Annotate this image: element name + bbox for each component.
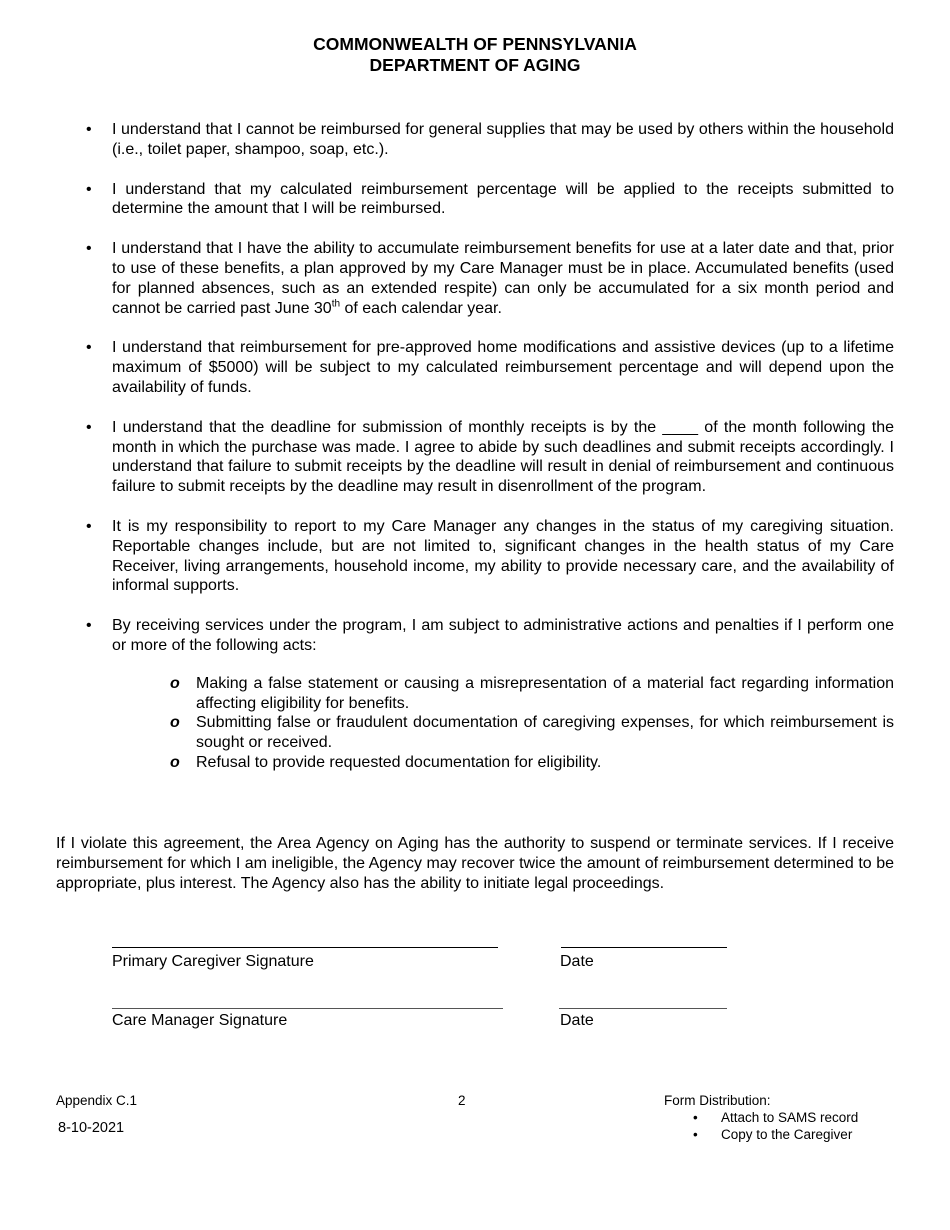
- manager-date-label: Date: [560, 1012, 594, 1029]
- term-text: I understand that I cannot be reimbursed for general supplies that may be used by others within the household (i.e., toilet paper, shampoo, soap, etc.).: [112, 121, 894, 158]
- term-text: I understand that I have the ability to accumulate reimbursement benefits for use at a later date and that, prior to use of these benefits, a plan approved by my Care Manager must be in place. Accumulated benefits (used for planned absences, such as an extended respite) can only be accumulated for a six month period and cannot be carried past June 30: [112, 240, 894, 317]
- agreement-paragraph: If I violate this agreement, the Area Agency on Aging has the authority to suspend or terminate services. If I receive reimbursement for which I am ineligible, the Agency may recover twice the amount of reimbursement determined to be appropriate, plus interest. The Agency also has the ability to initiate legal proceedings.: [56, 835, 894, 892]
- prohibited-act-item: [170, 713, 894, 753]
- manager-date-line[interactable]: [559, 1008, 727, 1009]
- distribution-list: [664, 1109, 858, 1143]
- caregiver-signature-label: Primary Caregiver Signature: [112, 953, 314, 970]
- term-text: I understand that reimbursement for pre-approved home modifications and assistive devices (up to a lifetime maximum of $5000) will be subject to my calculated reimbursement percentage and will depend upon the availability of funds.: [112, 339, 894, 396]
- term-item: [86, 517, 894, 596]
- bullet-icon: •: [86, 418, 92, 436]
- prohibited-act-text: Making a false statement or causing a misrepresentation of a material fact regarding information affecting eligibility for benefits.: [196, 674, 894, 712]
- sub-bullet-icon: o: [170, 753, 180, 771]
- bullet-icon: •: [693, 1127, 698, 1142]
- terms-list: [86, 120, 894, 793]
- term-item: [86, 338, 894, 397]
- term-item: [86, 180, 894, 220]
- term-text: I understand that the deadline for submission of monthly receipts is by the ____ of the month following the month in which the purchase was made. I agree to abide by such deadlines and submit receipts accordingly. I understand that failure to submit receipts by the deadline will result in denial of reimbursement and continuous failure to submit receipts by the deadline may result in disenrollment of the program.: [112, 418, 894, 496]
- prohibited-act-text: Submitting false or fraudulent documentation of caregiving expenses, for which reimbursement is sought or received.: [196, 714, 894, 752]
- bullet-icon: •: [86, 240, 92, 258]
- distribution-item: [693, 1126, 858, 1143]
- manager-signature-line[interactable]: [112, 1008, 503, 1009]
- caregiver-signature-line[interactable]: [112, 947, 498, 948]
- term-item: [86, 120, 894, 160]
- sub-bullet-icon: o: [170, 714, 180, 732]
- prohibited-act-item: [170, 753, 894, 773]
- header-line-2: DEPARTMENT OF AGING: [369, 55, 581, 75]
- ordinal-suffix: th: [331, 298, 341, 310]
- distribution-item-text: Copy to the Caregiver: [721, 1127, 853, 1142]
- bullet-icon: •: [86, 121, 92, 138]
- revision-date: 8-10-2021: [58, 1120, 125, 1136]
- manager-signature-label: Care Manager Signature: [112, 1012, 288, 1029]
- prohibited-acts-list: [170, 674, 894, 773]
- bullet-icon: •: [86, 617, 92, 635]
- distribution-item-text: Attach to SAMS record: [721, 1110, 859, 1125]
- page-number: 2: [458, 1093, 466, 1108]
- bullet-icon: •: [86, 180, 92, 198]
- prohibited-act-text: Refusal to provide requested documentation for eligibility.: [196, 753, 602, 771]
- bullet-icon: •: [86, 517, 92, 535]
- bullet-icon: •: [693, 1110, 698, 1125]
- caregiver-date-label: Date: [560, 953, 594, 970]
- bullet-icon: •: [86, 339, 92, 357]
- term-item: [86, 418, 894, 497]
- term-text: I understand that my calculated reimbursement percentage will be applied to the receipts submitted to determine the amount that I will be reimbursed.: [112, 180, 894, 218]
- header-line-1: COMMONWEALTH OF PENNSYLVANIA: [313, 34, 637, 54]
- term-text: By receiving services under the program, I am subject to administrative actions and penalties if I perform one or more of the following acts:: [112, 617, 894, 654]
- distribution-title: Form Distribution:: [664, 1093, 771, 1108]
- sub-bullet-icon: o: [170, 674, 180, 692]
- prohibited-act-item: [170, 674, 894, 714]
- term-text: It is my responsibility to report to my Care Manager any changes in the status of my caregiving situation. Reportable changes include, but are not limited to, significant changes in the health status of my Care Receiver, living arrangements, household income, my ability to provide necessary care, and the availability of informal supports.: [112, 517, 894, 595]
- term-item: [86, 239, 894, 318]
- caregiver-date-line[interactable]: [561, 947, 727, 948]
- document-header: [0, 34, 950, 76]
- term-text-tail: of each calendar year.: [340, 299, 502, 317]
- appendix-label: Appendix C.1: [56, 1093, 138, 1108]
- form-distribution: [664, 1092, 858, 1143]
- distribution-item: [693, 1109, 858, 1126]
- term-item: [86, 616, 894, 773]
